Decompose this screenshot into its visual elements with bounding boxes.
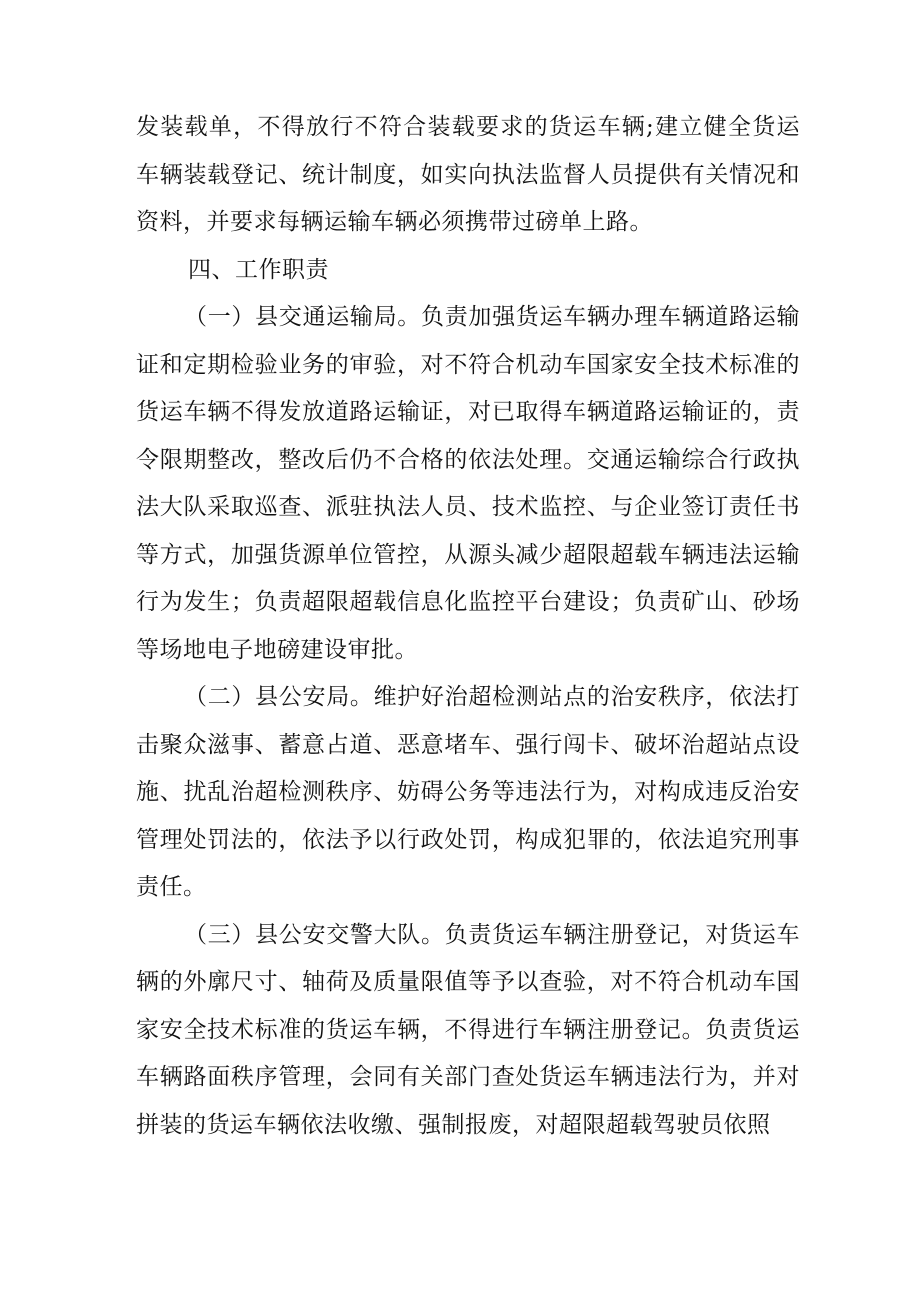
section-heading-work-duties: 四、工作职责 — [188, 256, 329, 283]
paragraph-public-security-bureau: （二）县公安局。维护好治超检测站点的治安秩序，依法打击聚众滋事、蓄意占道、恶意堵车、强行闯卡、破坏治超站点设施、扰乱治超检测秩序、妨碍公务等违法行为，对构成违反治安管理处罚法的，依法予以行政处罚，构成犯罪的，依法追究刑事责任。 — [136, 684, 800, 900]
paragraph-traffic-police-brigade: （三）县公安交警大队。负责货运车辆注册登记，对货运车辆的外廓尺寸、轴荷及质量限值等予以查验，对不符合机动车国家安全技术标准的货运车辆，不得进行车辆注册登记。负责货运车辆路面秩序管理，会同有关部门查处货运车辆违法行为，并对拼装的货运车辆依法收缴、强制报废，对超限超载驾驶员依照 — [136, 921, 800, 1138]
paragraph-transport-bureau: （一）县交通运输局。负责加强货运车辆办理车辆道路运输证和定期检验业务的审验，对不符合机动车国家安全技术标准的货运车辆不得发放道路运输证，对已取得车辆道路运输证的，责令限期整改，整改后仍不合格的依法处理。交通运输综合行政执法大队采取巡查、派驻执法人员、技术监控、与企业签订责任书等方式，加强货源单位管控，从源头减少超限超载车辆违法运输行为发生；负责超限超载信息化监控平台建设；负责矿山、砂场等场地电子地磅建设审批。 — [136, 304, 800, 663]
paragraph-continuation: 发装载单，不得放行不符合装载要求的货运车辆;建立健全货运车辆装载登记、统计制度，如实向执法监督人员提供有关情况和资料，并要求每辆运输车辆必须携带过磅单上路。 — [136, 114, 800, 235]
